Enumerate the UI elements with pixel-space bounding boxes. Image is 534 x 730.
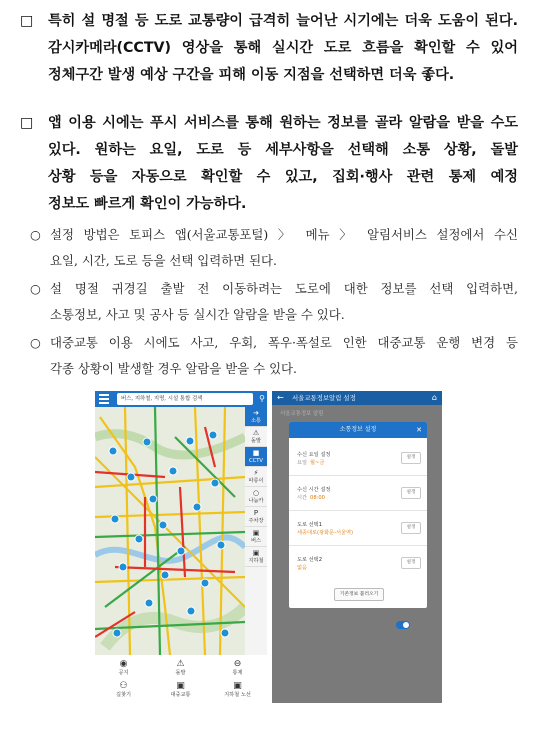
arrow-icon: ➔ [253,409,259,417]
set-days-button[interactable]: 설정 [401,452,421,464]
subitem-line: 설 명절 귀경길 출발 전 이동하려는 도로에 대한 정보를 선택 입력하면, [50,281,518,296]
setting-row-road1: 도로 선택1 세종대로(광화문-서울역) 설정 [289,512,427,546]
square-bullet-icon: □ [20,13,34,29]
background-section-label: 서울교통정보 알림 [280,411,324,417]
paragraph-line: 정보도 빠르게 확인이 가능하다. [48,196,247,212]
layer-parking-button[interactable]: P 주차장 [245,507,267,527]
settings-app-screenshot [272,391,442,703]
nav-route-button[interactable]: ⚇ 길찾기 [95,681,152,699]
map-graphic [95,407,245,655]
bike-icon: ⚡ [253,469,259,477]
set-time-button[interactable]: 설정 [401,487,421,499]
map-search-bar [95,391,267,407]
warning-icon: ⚠ [252,429,260,437]
nav-subway-map-button[interactable]: ▣ 지하철 노선 [209,681,266,699]
nav-transit-button[interactable]: ▣ 대중교통 [152,681,209,699]
warning-icon: ⚠ [176,659,185,669]
subway-icon: ▣ [233,681,242,691]
circle-bullet-icon: ○ [30,335,41,350]
modal-header [289,422,427,438]
subitem-2 [30,276,518,328]
nav-control-button[interactable]: ⊖ 통제 [209,659,266,677]
subitem-line: 설정 방법은 토피스 앱(서울교통포털) 〉 메뉴 〉 알림서비스 설정에서 수신 [50,227,518,242]
circle-bullet-icon: ○ [30,227,41,242]
circle-bullet-icon: ○ [30,281,41,296]
modal-title: 소통정보 설정 [339,426,377,433]
layer-bike-button[interactable]: ⚡ 따릉이 [245,467,267,487]
back-arrow-icon[interactable]: ← [277,393,284,402]
camera-icon: ■ [252,449,260,457]
subitem-3 [30,330,518,382]
set-road1-button[interactable]: 설정 [401,522,421,534]
subitem-line: 각종 상황이 발생할 경우 알람을 받을 수 있다. [50,361,297,376]
settings-title: 서울교통정보알림 설정 [292,394,356,402]
map-app-screenshot [95,391,267,703]
setting-row-time: 수신 시간 설정 시간 08:00 설정 [289,477,427,511]
bus-icon: ▣ [176,681,185,691]
car-icon: ○ [252,489,260,497]
paragraph-line: 있다. 원하는 요일, 도로 등 세부사항을 선택해 소통 상황, 돌발 [48,142,518,158]
square-bullet-icon: □ [20,115,34,131]
paragraph-line: 상황 등을 자동으로 확인할 수 있고, 집회·행사 관련 통제 예정 [48,169,518,185]
layer-bus-button[interactable]: ▣ 버스 [245,527,267,547]
paragraph-1 [20,8,518,89]
map-layer-toolbar [245,407,267,655]
menu-icon[interactable] [99,394,109,404]
paragraph-2 [20,110,518,218]
setting-row-days: 수신 요일 설정 요일 월~금 설정 [289,442,427,476]
notice-icon: ◉ [119,659,128,669]
layer-carshare-button[interactable]: ○ 나눔카 [245,487,267,507]
map-search-input[interactable]: 버스, 지하철, 지명, 시설 통합 검색 [117,393,253,405]
parking-icon: P [253,509,259,517]
paragraph-line: 앱 이용 시에는 푸시 서비스를 통해 원하는 정보를 골라 알람을 받을 수도 [48,115,518,131]
subitem-1 [30,222,518,274]
nav-incident-button[interactable]: ⚠ 돌발 [152,659,209,677]
subitem-line: 소통정보, 사고 및 공사 등 실시간 알람을 받을 수 있다. [50,307,345,322]
layer-cctv-button[interactable]: ■ CCTV [245,447,267,467]
load-previous-settings-button[interactable]: 기존정보 불러오기 [334,588,384,601]
traffic-map[interactable] [95,407,245,655]
settings-title-bar [272,391,442,405]
setting-row-road2: 도로 선택2 없음 설정 [289,547,427,580]
subway-icon: ▣ [252,549,260,557]
route-icon: ⚇ [119,681,128,691]
nav-notice-button[interactable]: ◉ 공지 [95,659,152,677]
layer-traffic-button[interactable]: ➔ 소통 [245,407,267,427]
paragraph-line: 감시카메라(CCTV) 영상을 통해 실시간 도로 흐름을 확인할 수 있어 [48,40,518,56]
map-bottom-nav [95,655,267,703]
subitem-line: 요일, 시간, 도로 등을 선택 입력하면 된다. [50,253,277,268]
traffic-info-settings-modal [289,422,427,608]
set-road2-button[interactable]: 설정 [401,557,421,569]
no-entry-icon: ⊖ [233,659,242,669]
bus-icon: ▣ [252,529,260,537]
layer-subway-button[interactable]: ▣ 지하철 [245,547,267,567]
paragraph-line: 정체구간 발생 예상 구간을 피해 이동 지점을 선택하면 더욱 좋다. [48,67,455,83]
subitem-line: 대중교통 이용 시에도 사고, 우회, 폭우·폭설로 인한 대중교통 운행 변경 등 [50,335,518,350]
close-icon[interactable]: ✕ [416,426,422,434]
paragraph-line: 특히 설 명절 등 도로 교통량이 급격히 늘어난 시기에는 더욱 도움이 된다. [48,13,518,29]
home-icon[interactable]: ⌂ [431,393,437,402]
layer-incident-button[interactable]: ⚠ 돌발 [245,427,267,447]
search-icon[interactable]: ⚲ [259,394,265,403]
alert-toggle[interactable] [396,621,410,629]
